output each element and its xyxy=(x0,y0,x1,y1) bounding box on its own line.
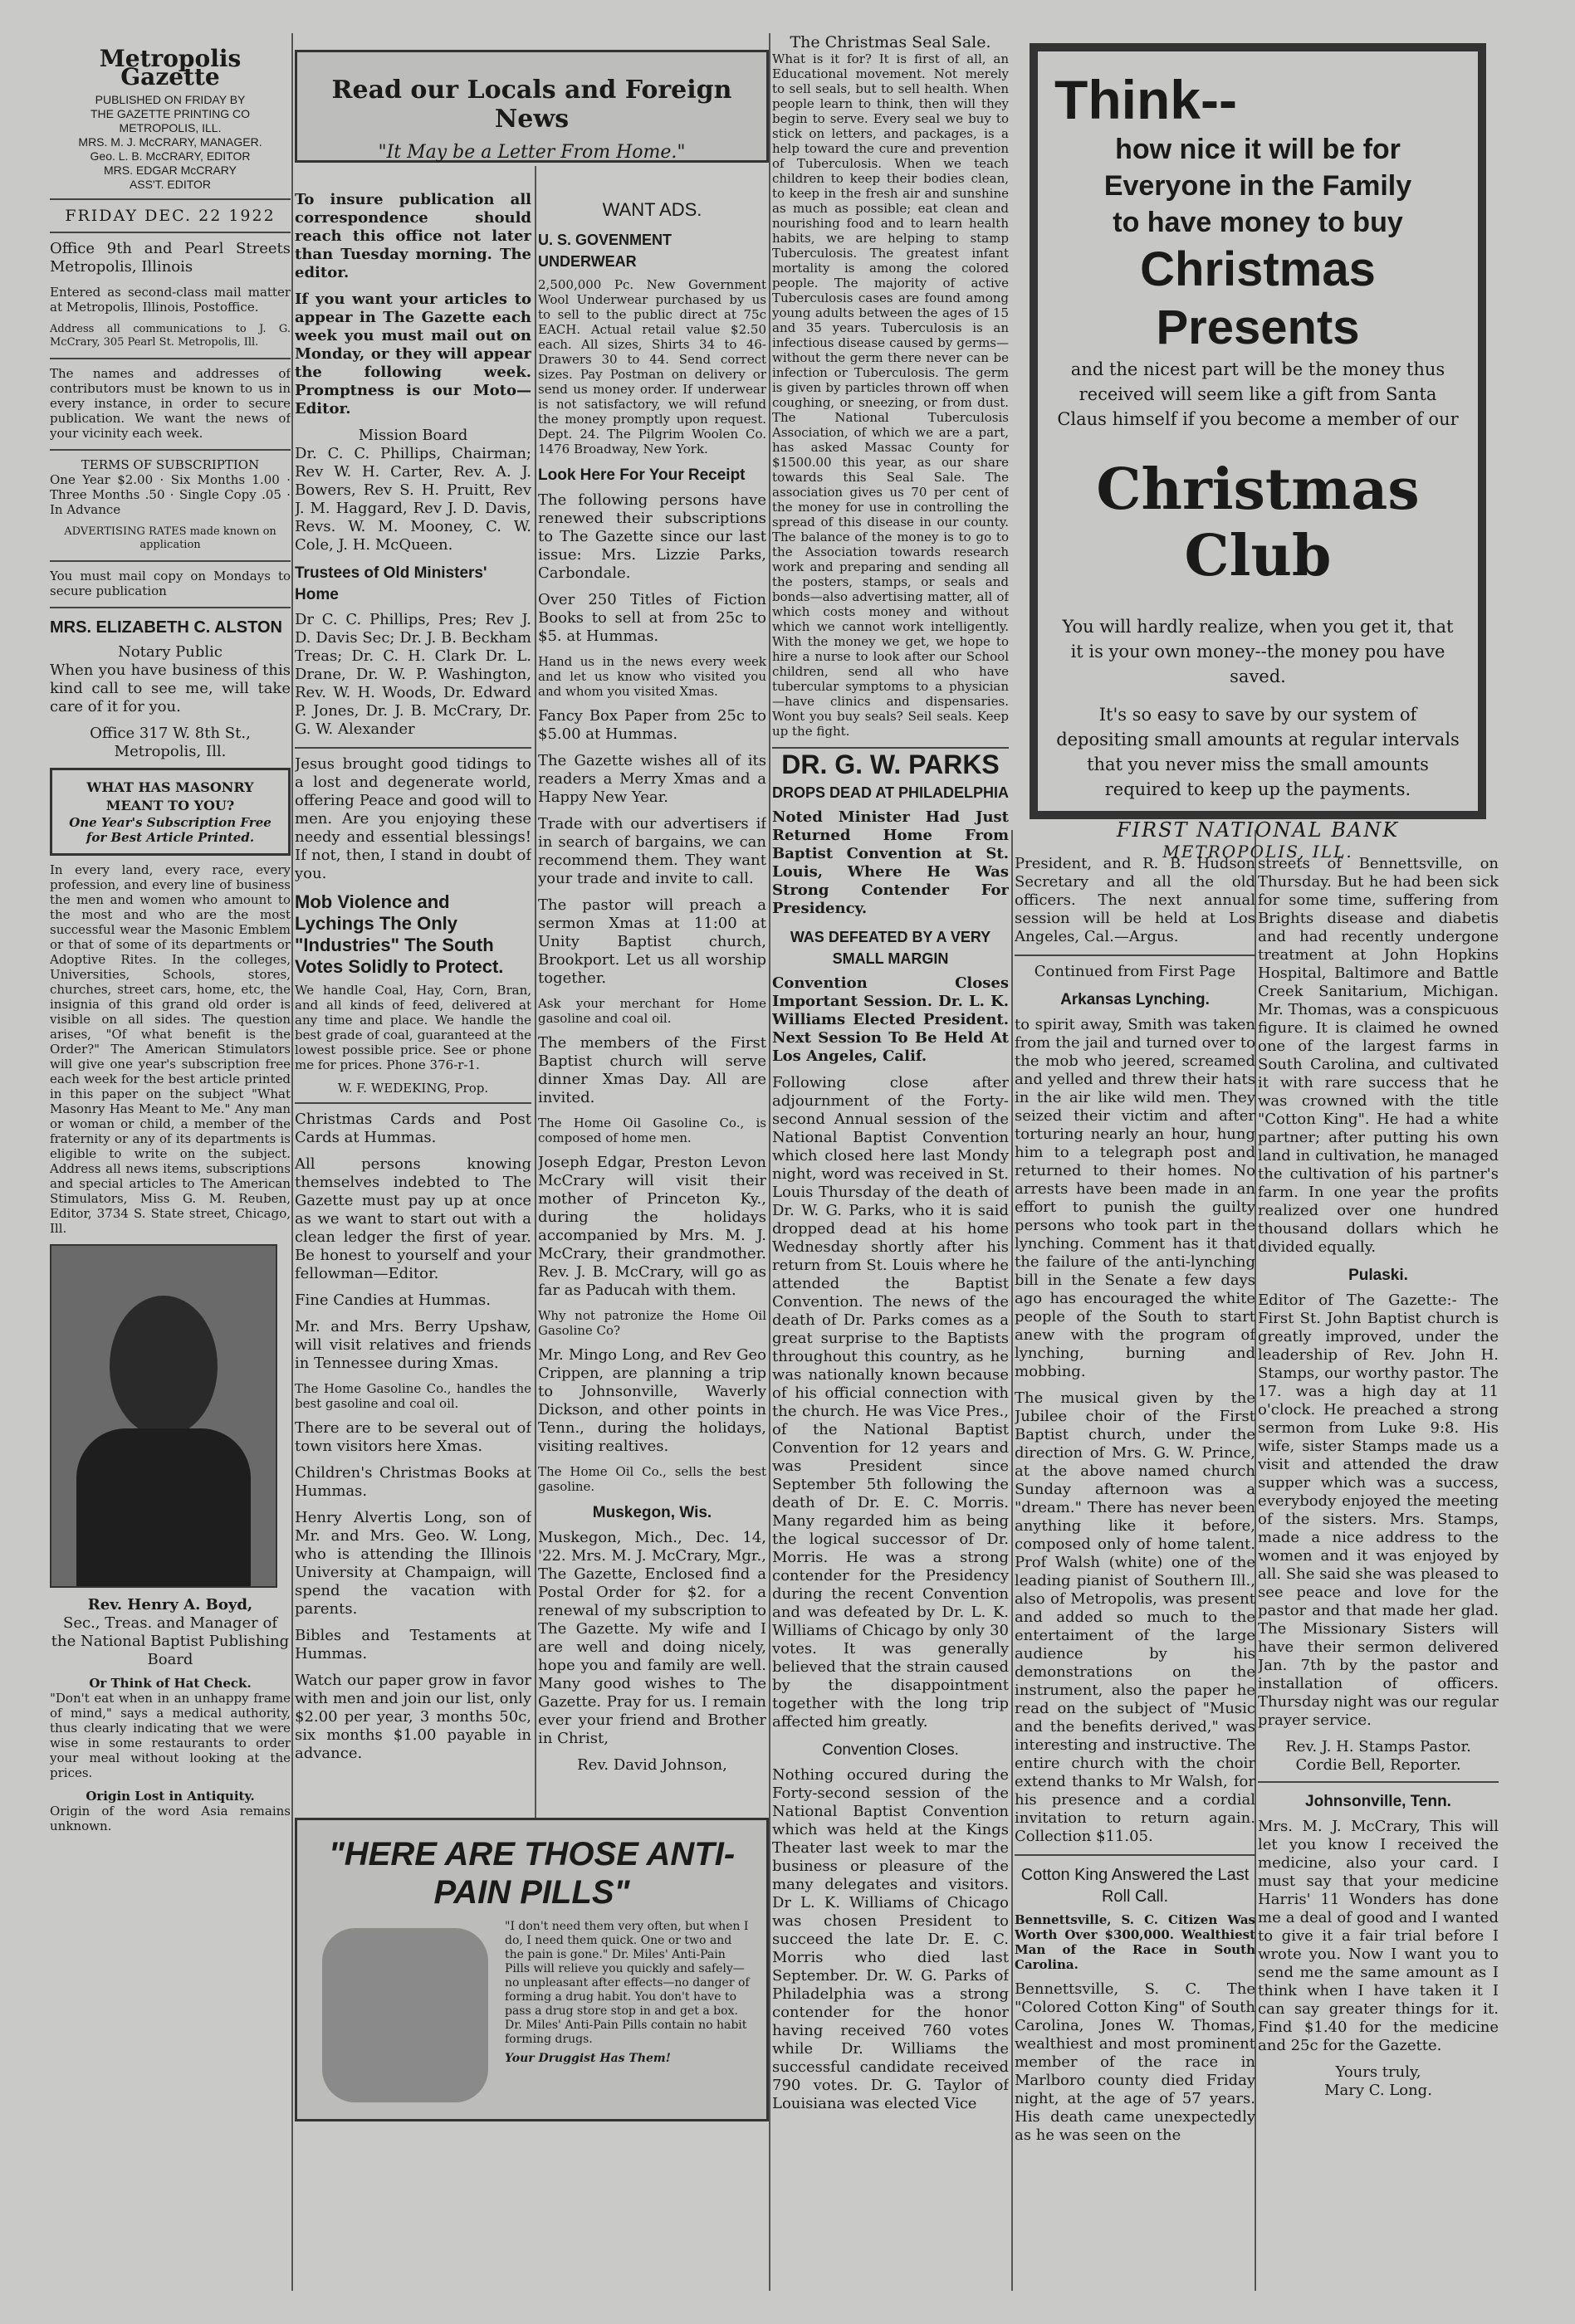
edgar-notice: Joseph Edgar, Preston Levon McCrary will visit their mother of Princeton Ky., during the holidays accompanied by Mrs. M. J. McCrary, their grandmother. Rev. J. B. McCrary, will go as far as Paducah with them. xyxy=(538,1154,766,1299)
indebted-notice: All persons knowing themselves indebted to The Gazette must pay up at once as we want to start out with a clean ledger the first of year. Be honest to yourself and your fellowman—Editor. xyxy=(295,1155,531,1282)
parks-heading: DR. G. W. PARKS xyxy=(781,749,1000,779)
musical-text: The musical given by the Jubilee choir of the First Baptist church, under the direction of Mrs. G. W. Prince, at the above named church Sunday afternoon was a "dream." There has never been anything like it before, composed only of home talent. Prof Walsh (white) one of the leading pianist of Southern Ill., also of Metropolis, was present and added so much to the entertaiment of the large audience by his demonstrations on the instrument, also the paper he read on the subject of "Music and the benefits derived," was interesting and instructive. The entire church with the choir extend thanks to Mr Walsh, for his presence and a cordial invitation to return again. Collection $11.05. xyxy=(1015,1389,1255,1845)
pills-headline: "HERE ARE THOSE ANTI-PAIN PILLS" xyxy=(328,1836,736,1911)
tidings-text: Jesus brought good tidings to a lost and degenerate world, offering Peace and good will to men. Are you enjoying these needy and essential blessings! If not, then, I stand in doubt of you. xyxy=(295,755,531,882)
bank-text3: It's so easy to save by our system of depositing small amounts at regular intervals that you never miss the small amounts required to keep up the payments. xyxy=(1056,705,1460,799)
alston-sub: Notary Public xyxy=(118,643,223,661)
ask-notice: Ask your merchant for Home gasoline and coal oil. xyxy=(538,996,766,1026)
pulaski-sig1: Rev. J. H. Stamps Pastor. xyxy=(1285,1738,1471,1755)
column-rule xyxy=(769,33,770,2291)
masonry-body: In every land, every race, every profession, and every line of business the men and women who amount to the most and who are the most successful wear the Masonic Emblem or that of some of its departments or Adoptive Rites. In the colleges, Universities, Schools, stores, churches, street cars, home, etc, the insignia of this grand old order is visible on all sides. The question arises, "Of what benefit is the Order?" The American Stimulators will give one year's subscription free each week for the best article printed in this paper on the subject "What Masonry Has Meant to Me." Any man or woman or child, a member of the fraternity or any of its departments is eligible to write on the subject. Address all news items, subscriptions and special articles to The American Stimulators, Miss G. M. Reuben, Editor, 3734 S. State street, Chicago, Ill. xyxy=(50,862,291,1236)
arkansas-heading: Arkansas Lynching. xyxy=(1060,991,1210,1008)
coal-ad: We handle Coal, Hay, Corn, Bran, and all kinds of feed, delivered at any time and place. We handle the best grade of coal, guaranteed at the lowest possible price. See or phone me for prices. Phone 376-r-1. xyxy=(295,983,531,1072)
bank-christmas: Christmas xyxy=(1140,242,1376,296)
merry-notice: The Gazette wishes all of its readers a Merry Xmas and a Happy New Year. xyxy=(538,752,766,806)
members-notice: The members of the First Baptist church will serve dinner Xmas Day. All are invited. xyxy=(538,1034,766,1106)
names-notice: The names and addresses of contributors must be known to us in every instance, in order to secure publication. We want the news of your vicinity each week. xyxy=(50,366,291,441)
cotton-cont: streets of Bennettsville, on Thursday. But he had been sick for some time, suffering from Brights disease and diabetis and had recently undergone treatment at John Hopkins Hospital, Baltimore and Battle Creek Sanitarium, Michigan. Mr. Thomas, was a conspicuous figure. It is claimed he owned one of the largest farms in South Carolina, and cultivated it with rare success that he was crowned with the title "Cotton King". He had a white partner; after putting his own land in cultivation, he managed the cultivation of his partner's farm. In one year the profits realized over one hundred thousand dollars which he divided equally. xyxy=(1258,855,1499,1256)
insure-notice: To insure publication all correspondence should reach this office not later than Tuesday morning. The editor. xyxy=(295,191,531,281)
pulaski-sig2: Cordie Bell, Reporter. xyxy=(1295,1756,1461,1774)
want-ads-heading: WANT ADS. xyxy=(602,199,702,220)
cotton-body: Bennettsville, S. C. The "Colored Cotton King" of South Carolina, Jones W. Thomas, wealthiest and most prominent member of the race in Marlboro county died Friday night, at the age of 57 years. His death came unexpectedly as he was seen on the xyxy=(1015,1980,1255,2144)
sells-notice: The Home Oil Co., sells the best gasoline. xyxy=(538,1464,766,1494)
muskegon-heading: Muskegon, Wis. xyxy=(592,1504,712,1521)
pastor-notice: The pastor will preach a sermon Xmas at 11:00 at Unity Baptist church, Brookport. Let us all worship together. xyxy=(538,896,766,987)
cotton-heading: Cotton King Answered the Last Roll Call. xyxy=(1020,1866,1250,1906)
seal-body: What is it for? It is first of all, an Educational movement. Not merely to sell seals, but to sell health. When people learn to think, then will they begin to serve. Every seal we buy to stick on letters, and packages, is a help toward the cure and prevention of Tuberculosis. When we teach children to keep their bodies clean, to keep in the fresh air and sunshine as much as possible; eat clean and nourishing food and to learn health habits, we are helping to stamp Tuberculosis. The greatest infant mortality is among the colored people. The majority of active Tuberculosis cases are found among young adults between the ages of 15 and 35 years. Tuberculosis is an infectious disease caused by germs—without the germ there never can be infection or Tuberculosis. The germ is given by particles thrown off when coughing, or sneezing, or from dust. The National Tuberculosis Association, of which we are a part, has asked Massac County for $1500.00 this year, as our share towards this Seal Sale. The association gives us 70 per cent of the money for use in controlling the spread of this disease in our county. The balance of the money is to go to the Association towards research work and preparing and sending all the posters, stamps, or seals and bonds—also advertising matter, all of which costs money and without which we cannot work intelligently. With the money we get, we hope to hire a nurse to look after our School children, send all who have tubercular symptoms to a physician—have clinics and dispensaries. Wont you buy seals? Seil seals. Keep up the fight. xyxy=(772,51,1009,739)
underwear-heading: U. S. GOVENMENT UNDERWEAR xyxy=(538,232,673,270)
bank-name: FIRST NATIONAL BANK xyxy=(1116,818,1400,842)
masonry-sub: One Year's Subscription Free for Best Article Printed. xyxy=(69,815,271,845)
pills-body xyxy=(505,1920,754,2066)
terms-heading: TERMS OF SUBSCRIPTION xyxy=(81,457,260,472)
receipt-body: The following persons have renewed their subscriptions to The Gazette since our last issue: Mrs. Lizzie Parks, Carbondale. xyxy=(538,491,766,582)
hat-heading: Or Think of Hat Check. xyxy=(89,1676,252,1691)
trustees-heading: Trustees of Old Ministers' Home xyxy=(295,564,487,603)
pills-text: "I don't need them very often, but when I do, I need them quick. One or two and the pain is gone." Dr. Miles' Anti-Pain Pills will relieve you quickly and safely—no unpleasant after effects—no danger of forming a drug habit. You don't have to pass a drug store stop in and get a box. Dr. Miles' Anti-Pain Pills contain no habit forming drugs. xyxy=(505,1920,750,2046)
gasoline-notice: The Home Gasoline Co., handles the best gasoline and coal oil. xyxy=(295,1381,531,1411)
fiction-notice: Over 250 Titles of Fiction Books to sell at from 25c to $5. at Hummas. xyxy=(538,591,766,645)
bank-club: Christmas Club xyxy=(1096,456,1420,589)
christmas-club-ad xyxy=(1030,43,1486,862)
trustees-body: Dr C. C. Phillips, Pres; Rev J. D. Davis Sec; Dr. J. B. Beckham Treas; Dr. C. H. Clark Dr. L. Drane, Dr. W. P. Washington, Rev. W. H. Woods, Dr. Edward P. Jones, Dr. J. B. McCrary, Dr. G. W. Alexander xyxy=(295,611,531,738)
bank-line1: how nice it will be for xyxy=(1115,134,1401,165)
pills-illustration xyxy=(322,1928,488,2102)
copy-notice: You must mail copy on Mondays to secure publication xyxy=(50,569,291,598)
locals-sign-line1: Read our Locals and Foreign News xyxy=(331,76,732,134)
upshaw-notice: Mr. and Mrs. Berry Upshaw, will visit relatives and friends in Tennessee during Xmas. xyxy=(295,1318,531,1372)
parks-sub2: Noted Minister Had Just Returned Home From Baptist Convention at St. Louis, Where He Was Strong Contender For Presidency. xyxy=(772,808,1009,917)
photo-caption-name: Rev. Henry A. Boyd, xyxy=(87,1596,253,1614)
books-notice: Children's Christmas Books at Hummas. xyxy=(295,1464,531,1500)
hat-body: "Don't eat when in an unhappy frame of mind," says a medical authority, thus clearly indicating that we were wise in some restaurants to order your meal without looking at the prices. xyxy=(50,1691,291,1780)
issue-date: FRIDAY DEC. 22 1922 xyxy=(65,207,276,225)
masthead-line: MRS. EDGAR McCRARY xyxy=(104,164,237,177)
masthead-line: MRS. M. J. McCRARY, MANAGER. xyxy=(78,135,262,149)
cards-notice: Christmas Cards and Post Cards at Hummas. xyxy=(295,1111,531,1146)
candies-notice: Fine Candies at Hummas. xyxy=(295,1291,492,1309)
masonry-box xyxy=(50,768,291,856)
muskegon-body: Muskegon, Mich., Dec. 14, '22. Mrs. M. J. McCrary, Mgr., The Gazette, Enclosed find a Postal Order for $2. for a renewal of my subscription to The Gazette. My wife and I are well and doing nicely, hope you and family are well. Many good wishes to The Gazette. Pray for us. I remain ever your friend and Brother in Christ, xyxy=(538,1529,766,1747)
johnsonville-body: Mrs. M. J. McCrary, This will let you know I received the medicine, also your card. I must say that your medicine Harris' 11 Wonders has done me a deal of good and I wanted to give it a fair trial before I wrote you. Now I want you to send me the same amount as I think when I have taken it I can say greater things for it. Find $1.40 for the medicine and 25c for the Gazette. xyxy=(1258,1818,1499,2054)
bank-city: METROPOLIS, ILL. xyxy=(1162,842,1353,862)
why-notice: Why not patronize the Home Oil Gasoline Co? xyxy=(538,1308,766,1338)
bank-think: Think-- xyxy=(1054,69,1237,130)
pulaski-body: Editor of The Gazette:- The First St. John Baptist church is greatly improved, under the leadership of Rev. John H. Stamps, our worthy pastor. The 17. was a high day at 11 o'clock. He preached a strong sermon from Luke 9:8. His wife, sister Stamps made us a visit and attended the draw supper which was a success, everybody enjoyed the meeting of the sisters. Mrs. Stamps, made a nice address to the women and it was enjoyed by all. She said she was pleased to see peace and love for the pastor and that made her glad. The Missionary Sisters will have their sermon delivered Jan. 7th by the pastor and installation of officers. Thursday night was our regular prayer service. xyxy=(1258,1291,1499,1729)
masthead-line: PUBLISHED ON FRIDAY BY xyxy=(95,93,246,106)
origin-heading: Origin Lost in Antiquity. xyxy=(86,1789,255,1804)
bank-presents: Presents xyxy=(1156,300,1360,354)
column-2 xyxy=(295,191,531,1809)
mingo-notice: Mr. Mingo Long, and Rev Geo Crippen, are planning a trip to Johnsonville, Waverly Dickson, and other points in Tenn., during the holidays, visiting realtives. xyxy=(538,1346,766,1455)
column-1 xyxy=(50,33,291,1842)
coal-signature: W. F. WEDEKING, Prop. xyxy=(337,1081,489,1096)
long-notice: Henry Alvertis Long, son of Mr. and Mrs. Geo. W. Long, who is attending the Illinois University at Champaign, will spend the vacation with parents. xyxy=(295,1509,531,1618)
alston-heading: MRS. ELIZABETH C. ALSTON xyxy=(50,618,282,637)
convention-heading: Convention Closes. xyxy=(822,1741,959,1759)
office-address: Office 9th and Pearl Streets Metropolis, Illinois xyxy=(50,240,291,276)
fancy-notice: Fancy Box Paper from 25c to $5.00 at Hummas. xyxy=(538,707,766,743)
watch-notice: Watch our paper grow in favor with men and join our list, only $2.00 per year, 3 months 50c, six months $1.00 payable in advance. xyxy=(295,1672,531,1762)
arkansas-body: to spirit away, Smith was taken from the jail and turned over to the mob who jeered, screamed and yelled and threw their hats in the air like wild men. They seized their victim and after torturing nearly an hour, hung him to a telegraph post and returned to their homes. No arrests have been made in an effort to punish the guilty persons who took part in the lynching. Comment has it that the failure of the anti-lynching bill in the Senate a few days ago has encouraged the white people of the South to start anew with the program of lynching, burning and mobbing. xyxy=(1015,1016,1255,1380)
portrait-body xyxy=(76,1428,251,1586)
column-5 xyxy=(1015,855,1255,2291)
origin-body: Origin of the word Asia remains unknown. xyxy=(50,1804,291,1833)
alston-city: Metropolis, Ill. xyxy=(114,743,227,760)
column-3 xyxy=(538,191,766,1809)
photo-caption-title: Sec., Treas. and Manager of the National Baptist Publishing Board xyxy=(51,1614,290,1668)
portrait-photo xyxy=(50,1244,277,1588)
underwear-body: 2,500,000 Pc. New Government Wool Underwear purchased by us to sell to the public direct at 75c EACH. Actual retail value $2.50 each. All sizes, Shirts 34 to 46-Drawers 30 to 44. Send correct sizes. Pay Postman on delivery or send us money order. If underwear is not satisfactory, we will refund the money promptly upon request. Dept. 24. The Pilgrim Woolen Co. 1476 Broadway, New York. xyxy=(538,277,766,456)
column-rule xyxy=(535,166,536,1826)
arkansas-sub: Continued from First Page xyxy=(1034,963,1236,980)
column-rule xyxy=(1011,830,1013,2291)
advertising-rates: ADVERTISING RATES made known on application xyxy=(64,525,276,551)
bank-line3: to have money to buy xyxy=(1113,207,1403,238)
homeoil-notice: The Home Oil Gasoline Co., is composed of home men. xyxy=(538,1116,766,1145)
masthead-line: Geo. L. B. McCRARY, EDITOR xyxy=(90,149,251,163)
mission-heading: Mission Board xyxy=(358,427,468,444)
bank-text2: You will hardly realize, when you get it, that it is your own money--the money pou have saved. xyxy=(1062,617,1454,686)
entered-notice: Entered as second-class mail matter at Metropolis, Illinois, Postoffice. xyxy=(50,285,291,315)
johnsonville-heading: Johnsonville, Tenn. xyxy=(1305,1793,1451,1810)
locals-sign-line2: "It May be a Letter From Home." xyxy=(378,142,686,163)
address-notice: Address all communications to J. G. McCrary, 305 Pearl St. Metropolis, Ill. xyxy=(50,323,291,349)
bank-line2: Everyone in the Family xyxy=(1103,170,1412,202)
terms-rates: One Year $2.00 · Six Months 1.00 · Three Months .50 · Single Copy .05 · In Advance xyxy=(50,472,291,517)
parks-sub1: DROPS DEAD AT PHILADELPHIA xyxy=(772,784,1009,801)
portrait-face xyxy=(110,1296,218,1437)
anti-pain-pills-ad xyxy=(295,1818,769,2121)
hand-notice: Hand us in the news every week and let us know who visited you and whom you visited Xmas. xyxy=(538,654,766,699)
column-4 xyxy=(772,33,1009,2291)
locals-sign xyxy=(295,50,769,163)
johnsonville-sig1: Yours truly, xyxy=(1335,2063,1421,2081)
convention-body: Nothing occured during the Forty-second session of the National Baptist Convention which was held at the Kings Theater last week to mar the business or pleasure of the many delegates and visitors. Dr L. K. Williams of Chicago was chosen President to succeed the late Dr. E. C. Morris who died last September. Dr. W. G. Parks of Philadelphia was a strong contender for the honor having received 760 votes while Dr. Williams the successful candidate received 790 votes. Dr. G. Taylor of Louisiana was elected Vice xyxy=(772,1766,1009,2112)
column-rule xyxy=(291,33,293,2291)
masonry-heading: WHAT HAS MASONRY MEANT TO YOU? xyxy=(86,779,254,813)
column-6 xyxy=(1258,855,1499,2291)
alston-body: When you have business of this kind call to see me, will take care of it for you. xyxy=(50,662,291,715)
pulaski-heading: Pulaski. xyxy=(1348,1267,1408,1284)
mob-heading: Mob Violence and Lychings The Only "Industries" The South Votes Solidly to Protect. xyxy=(295,891,504,977)
alston-address: Office 317 W. 8th St., xyxy=(90,725,251,742)
johnsonville-sig2: Mary C. Long. xyxy=(1324,2082,1432,2099)
parks-sub4: Convention Closes Important Session. Dr. L. K. Williams Elected President. Next Session To Be Held At Los Angeles, Calif. xyxy=(772,974,1009,1065)
bibles-notice: Bibles and Testaments at Hummas. xyxy=(295,1627,531,1662)
cotton-sub: Bennettsville, S. C. Citizen Was Worth Over $300,000. Wealthiest Man of the Race in South Carolina. xyxy=(1015,1912,1255,1972)
masthead-title: Metropolis Gazette xyxy=(99,45,242,90)
articles-notice: If you want your articles to appear in The Gazette each week you must mail out on Monday, or they will appear the following week. Promptness is our Moto—Editor. xyxy=(295,290,531,417)
masthead-line: THE GAZETTE PRINTING CO xyxy=(90,107,251,120)
masthead-line: METROPOLIS, ILL. xyxy=(119,121,222,134)
trade-notice: Trade with our advertisers if in search of bargains, we can recommend them. They want your trade and invite to call. xyxy=(538,815,766,887)
convention-cont: President, and R. B. Hudson Secretary and all the old officers. The next annual session will be held at Los Angeles, Cal.—Argus. xyxy=(1015,855,1255,945)
parks-body: Following close after adjournment of the Forty-second Annual session of the National Baptist Convention which closed here last Mondy night, word was received in St. Louis Thursday of the death of Dr. W. G. Parks, who it is said dropped dead at his home Wednesday shortly after his return from St. Louis where he attended the Baptist Convention. The news of the death of Dr. Parks comes as a great surprise to the Baptists throughout this country, as he was nationally known because of his official connection with the church. He was Vice Pres., of the National Baptist Convention for 12 years and was President since September 5th following the death of Dr. E. C. Morris. Many regarded him as being the logical successor of Dr. Morris. He was a strong contender for the Presidency during the recent Convention and was defeated by Dr. L. K. Williams of Chicago by only 30 votes. It was generally believed that the strain caused by the disappointment together with the long trip affected him greatly. xyxy=(772,1074,1009,1731)
mission-body: Dr. C. C. Phillips, Chairman; Rev W. H. Carter, Rev. A. J. Bowers, Rev S. H. Pruitt, Rev J. M. Haggard, Rev J. D. Davis, Revs. W. M. Mooney, C. W. Cole, J. H. McQueen. xyxy=(295,445,531,554)
pills-footer: Your Druggist Has Them! xyxy=(505,2052,671,2065)
receipt-heading: Look Here For Your Receipt xyxy=(538,466,746,484)
masthead-line: ASS'T. EDITOR xyxy=(129,178,212,191)
parks-sub3: WAS DEFEATED BY A VERY SMALL MARGIN xyxy=(790,929,991,967)
visitors-notice: There are to be several out of town visitors here Xmas. xyxy=(295,1419,531,1455)
muskegon-signature: Rev. David Johnson, xyxy=(577,1756,727,1774)
bank-text1: and the nicest part will be the money thus received will seem like a gift from Santa Claus himself if you become a member of our xyxy=(1057,359,1459,429)
seal-heading: The Christmas Seal Sale. xyxy=(790,33,991,51)
